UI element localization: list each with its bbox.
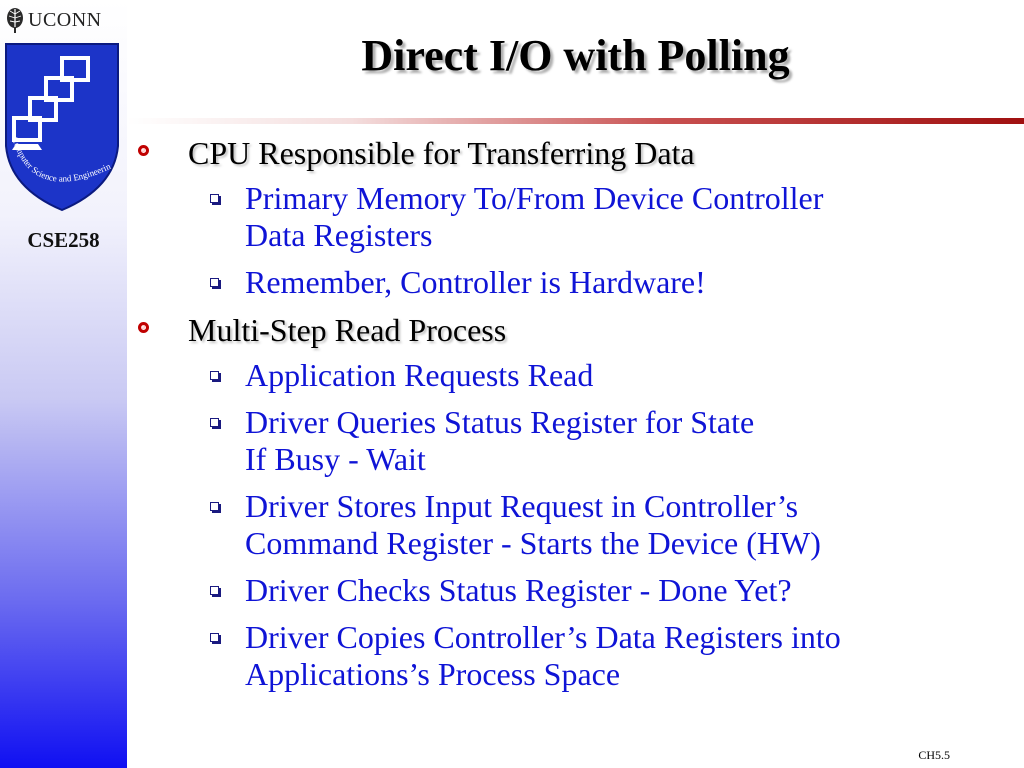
square-bullet-icon [210, 586, 219, 595]
oak-leaf-icon [4, 7, 26, 33]
square-bullet-icon [210, 194, 219, 203]
slide-number: CH5.5 [918, 748, 950, 762]
slide-title: Direct I/O with Polling [361, 31, 790, 80]
uconn-logo [4, 6, 124, 34]
slide-content [130, 134, 1010, 703]
square-bullet-icon [210, 633, 219, 642]
circle-bullet-icon [138, 322, 149, 333]
cse-shield-logo [2, 38, 122, 216]
uconn-logo-text: UCONN [28, 8, 102, 31]
sub-bullet-item [130, 619, 1010, 693]
shield-caption: Computer Science and Engineerin [10, 135, 113, 184]
sub-bullet-text: Command Register - Starts the Device (HW) [245, 525, 821, 561]
bullet-item [130, 134, 1010, 172]
sub-bullet-item [130, 357, 1010, 394]
square-bullet-icon [210, 278, 219, 287]
square-bullet-icon [210, 418, 219, 427]
sub-bullet-item [130, 488, 1010, 562]
sub-bullet-text: Data Registers [245, 217, 433, 253]
square-bullet-icon [210, 371, 219, 380]
sub-bullet-text: Application Requests Read [245, 357, 594, 393]
sub-bullet-item [130, 572, 1010, 609]
sub-bullet-item [130, 404, 1010, 478]
sub-bullet-text: Driver Stores Input Request in Controller’s [245, 488, 799, 524]
sub-bullet-item [130, 264, 1010, 301]
sub-bullet-item [130, 180, 1010, 254]
course-code: CSE258 [27, 228, 100, 252]
bullet-item [130, 311, 1010, 349]
sub-bullet-text: Driver Queries Status Register for State [245, 404, 755, 440]
sidebar [0, 0, 127, 768]
sub-bullet-text: If Busy - Wait [245, 441, 426, 477]
title-divider [127, 118, 1024, 124]
sub-bullet-text: Driver Checks Status Register - Done Yet? [245, 572, 792, 608]
bullet-text: CPU Responsible for Transferring Data [188, 135, 695, 171]
sub-bullet-text: Primary Memory To/From Device Controller [245, 180, 824, 216]
square-bullet-icon [210, 502, 219, 511]
sub-bullet-text: Driver Copies Controller’s Data Registers into [245, 619, 841, 655]
sub-bullet-text: Applications’s Process Space [245, 656, 621, 692]
bullet-text: Multi-Step Read Process [188, 312, 507, 348]
circle-bullet-icon [138, 145, 149, 156]
sub-bullet-text: Remember, Controller is Hardware! [245, 264, 706, 300]
